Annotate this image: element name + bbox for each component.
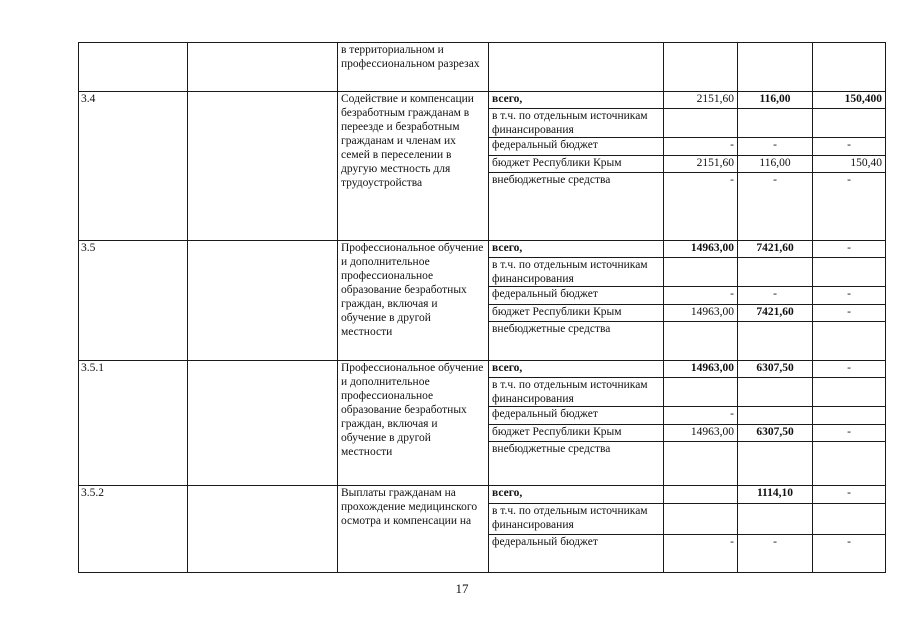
amount-cell-v3 [813,43,886,92]
amount-cell-v1: 2151,60 [664,92,738,109]
amount-cell-v2: 6307,50 [738,425,813,442]
amount-cell-v1: - [664,535,738,573]
funding-source-cell: в т.ч. по отдельным источникам финансирования [489,109,664,138]
amount-cell-v3: - [813,138,886,156]
funding-source-cell: внебюджетные средства [489,322,664,361]
amount-cell-v1: - [664,138,738,156]
amount-cell-v3: - [813,241,886,258]
amount-cell-v3: - [813,305,886,322]
table-row [79,486,886,504]
funding-source-cell: всего, [489,241,664,258]
item-code-cell: 3.5.1 [79,361,188,486]
amount-cell-v2: - [738,535,813,573]
amount-cell-v3 [813,442,886,486]
amount-cell-v3: - [813,287,886,305]
amount-cell-v3: - [813,486,886,504]
amount-cell-v1: 14963,00 [664,241,738,258]
amount-cell-v2 [738,504,813,535]
amount-cell-v2: - [738,287,813,305]
page-number: 17 [455,581,469,596]
funding-source-cell: всего, [489,361,664,378]
amount-cell-v1: 14963,00 [664,361,738,378]
funding-source-cell: в т.ч. по отдельным источникам финансирования [489,504,664,535]
funding-source-cell: бюджет Республики Крым [489,425,664,442]
amount-cell-v2 [738,407,813,425]
funding-source-cell: всего, [489,486,664,504]
table-row [79,361,886,378]
amount-cell-v3: - [813,173,886,241]
amount-cell-v1: - [664,407,738,425]
amount-cell-v2: 7421,60 [738,305,813,322]
amount-cell-v2: 1114,10 [738,486,813,504]
amount-cell-v2: 116,00 [738,92,813,109]
item-code-cell: 3.5 [79,241,188,361]
empty-column-cell [188,241,338,361]
amount-cell-v1: - [664,173,738,241]
amount-cell-v2 [738,442,813,486]
amount-cell-v1 [664,322,738,361]
funding-source-cell: в т.ч. по отдельным источникам финансирования [489,258,664,287]
amount-cell-v3: - [813,535,886,573]
amount-cell-v2: - [738,173,813,241]
item-description-cell: Выплаты гражданам на прохождение медицинского осмотра и компенсации на [338,486,489,573]
funding-source-cell: в т.ч. по отдельным источникам финансирования [489,378,664,407]
amount-cell-v1 [664,378,738,407]
amount-cell-v2: 6307,50 [738,361,813,378]
amount-cell-v1: 2151,60 [664,156,738,173]
funding-source-cell: внебюджетные средства [489,173,664,241]
funding-source-cell: федеральный бюджет [489,287,664,305]
item-description-cell: в территориальном и профессиональном разрезах [338,43,489,92]
amount-cell-v3: 150,40 [813,156,886,173]
funding-source-cell [489,43,664,92]
funding-source-cell: федеральный бюджет [489,138,664,156]
empty-column-cell [188,486,338,573]
amount-cell-v3 [813,109,886,138]
amount-cell-v2 [738,322,813,361]
amount-cell-v2: - [738,138,813,156]
table-row [79,241,886,258]
table-body [79,43,886,573]
funding-source-cell: внебюджетные средства [489,442,664,486]
empty-column-cell [188,43,338,92]
funding-source-cell: всего, [489,92,664,109]
empty-column-cell [188,361,338,486]
item-description-cell: Профессиональное обучение и дополнительное профессиональное образование безработных граждан, включая и обучение в другой местности [338,241,489,361]
amount-cell-v1 [664,486,738,504]
table-row [79,92,886,109]
amount-cell-v2: 7421,60 [738,241,813,258]
funding-source-cell: федеральный бюджет [489,407,664,425]
empty-column-cell [188,92,338,241]
budget-table [78,42,886,573]
amount-cell-v3 [813,378,886,407]
amount-cell-v1 [664,43,738,92]
item-code-cell: 3.4 [79,92,188,241]
amount-cell-v3: - [813,425,886,442]
amount-cell-v2 [738,43,813,92]
table-row [79,43,886,92]
amount-cell-v3 [813,258,886,287]
amount-cell-v3 [813,504,886,535]
amount-cell-v1 [664,442,738,486]
amount-cell-v2 [738,109,813,138]
amount-cell-v1: 14963,00 [664,305,738,322]
amount-cell-v3 [813,407,886,425]
amount-cell-v1: 14963,00 [664,425,738,442]
amount-cell-v3: - [813,361,886,378]
amount-cell-v2 [738,378,813,407]
amount-cell-v3 [813,322,886,361]
item-description-cell: Содействие и компенсации безработным гражданам в переезде и безработным гражданам и членам их семей в переселении в другую местность для трудоустройства [338,92,489,241]
funding-source-cell: бюджет Республики Крым [489,156,664,173]
item-description-cell: Профессиональное обучение и дополнительное профессиональное образование безработных граждан, включая и обучение в другой местности [338,361,489,486]
item-code-cell [79,43,188,92]
amount-cell-v2 [738,258,813,287]
amount-cell-v3: 150,400 [813,92,886,109]
amount-cell-v1 [664,109,738,138]
amount-cell-v1 [664,258,738,287]
item-code-cell: 3.5.2 [79,486,188,573]
funding-source-cell: бюджет Республики Крым [489,305,664,322]
amount-cell-v1: - [664,287,738,305]
funding-source-cell: федеральный бюджет [489,535,664,573]
amount-cell-v2: 116,00 [738,156,813,173]
amount-cell-v1 [664,504,738,535]
